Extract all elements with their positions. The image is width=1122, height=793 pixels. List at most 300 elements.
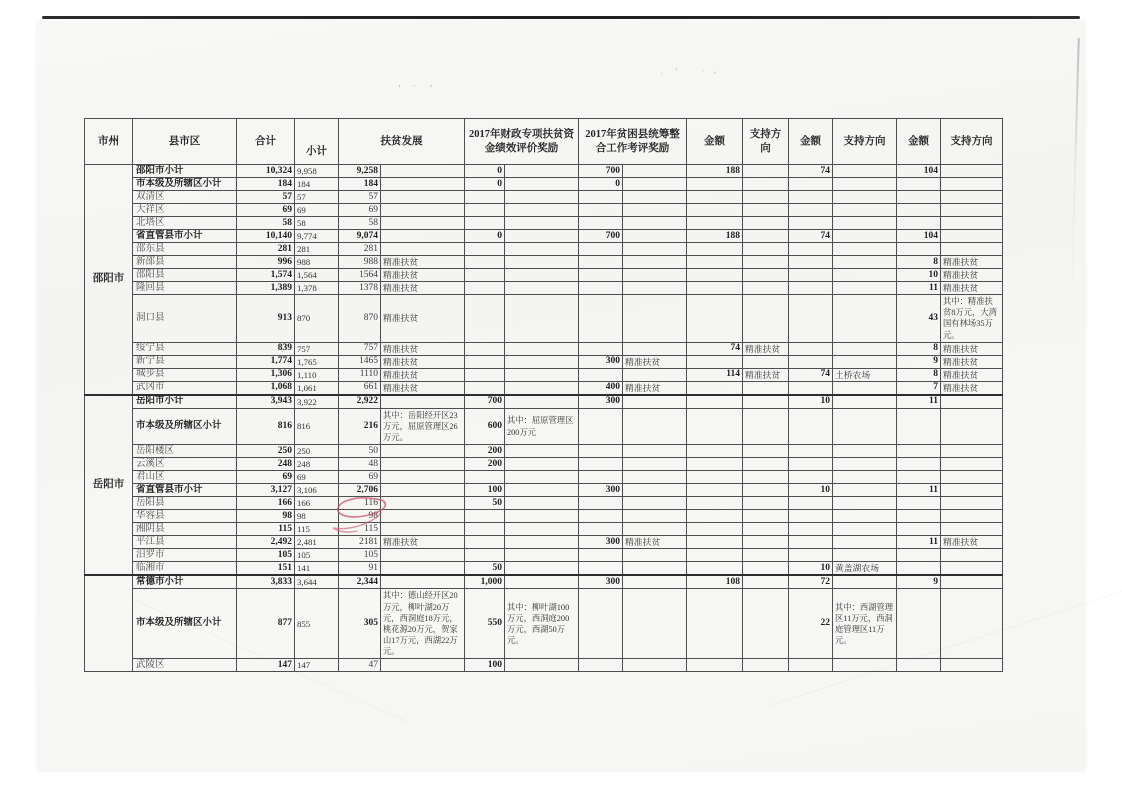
cell-cz-direction — [505, 178, 579, 191]
cell-total: 3,943 — [237, 395, 295, 409]
cell-fz-direction: 精准扶贫 — [381, 368, 465, 381]
county-cell: 邵阳市小计 — [133, 165, 237, 178]
cell-cz-direction — [505, 575, 579, 589]
cell-cz-amount: 600 — [465, 408, 505, 445]
cell-direction-3: 精准扶贫 — [941, 342, 1003, 355]
cell-fz-direction: 精准扶贫 — [381, 256, 465, 269]
cell-cz-direction — [505, 355, 579, 368]
cell-tc-direction: 精准扶贫 — [623, 355, 687, 368]
cell-total: 69 — [237, 204, 295, 217]
cell-subtotal: 870 — [295, 295, 339, 343]
cell-cz-amount: 0 — [465, 230, 505, 243]
table-row — [85, 659, 1003, 672]
cell-amount-3: 11 — [897, 395, 941, 409]
table-row — [85, 368, 1003, 381]
cell-fz-direction — [381, 204, 465, 217]
cell-amount-3 — [897, 589, 941, 659]
cell-fz-amount: 216 — [339, 408, 381, 445]
cell-amount-3 — [897, 445, 941, 458]
cell-amount-1 — [687, 659, 743, 672]
cell-amount-3 — [897, 510, 941, 523]
cell-amount-3 — [897, 178, 941, 191]
city-cell: 邵阳市 — [85, 165, 133, 395]
county-cell: 绥宁县 — [133, 342, 237, 355]
cell-amount-2 — [789, 178, 833, 191]
cell-fz-direction — [381, 191, 465, 204]
cell-amount-2 — [789, 243, 833, 256]
cell-total: 877 — [237, 589, 295, 659]
cell-cz-amount — [465, 381, 505, 395]
cell-tc-amount: 300 — [579, 536, 623, 549]
cell-tc-amount — [579, 204, 623, 217]
cell-amount-3: 104 — [897, 165, 941, 178]
cell-direction-3: 精准扶贫 — [941, 256, 1003, 269]
cell-direction-1 — [743, 381, 789, 395]
cell-subtotal: 1,110 — [295, 368, 339, 381]
cell-cz-amount — [465, 549, 505, 562]
cell-total: 281 — [237, 243, 295, 256]
county-cell: 市本级及所辖区小计 — [133, 178, 237, 191]
cell-amount-3 — [897, 204, 941, 217]
county-cell: 云溪区 — [133, 458, 237, 471]
cell-cz-direction: 其中：柳叶湖100万元，西洞庭200万元，西湖50万元。 — [505, 589, 579, 659]
cell-direction-1 — [743, 510, 789, 523]
cell-subtotal: 147 — [295, 659, 339, 672]
county-cell: 城步县 — [133, 368, 237, 381]
cell-tc-direction — [623, 295, 687, 343]
cell-subtotal: 141 — [295, 562, 339, 576]
cell-fz-amount: 2,344 — [339, 575, 381, 589]
cell-tc-amount — [579, 295, 623, 343]
cell-direction-3: 精准扶贫 — [941, 355, 1003, 368]
cell-direction-1 — [743, 256, 789, 269]
county-cell: 省直管县市小计 — [133, 484, 237, 497]
table-row — [85, 204, 1003, 217]
cell-amount-2 — [789, 445, 833, 458]
cell-direction-2 — [833, 381, 897, 395]
cell-direction-3: 精准扶贫 — [941, 381, 1003, 395]
cell-fz-amount: 1110 — [339, 368, 381, 381]
cell-amount-1 — [687, 471, 743, 484]
table-row — [85, 282, 1003, 295]
cell-total: 10,140 — [237, 230, 295, 243]
cell-direction-3 — [941, 562, 1003, 576]
cell-direction-1 — [743, 165, 789, 178]
county-cell: 市本级及所辖区小计 — [133, 408, 237, 445]
cell-tc-amount — [579, 549, 623, 562]
cell-direction-3: 精准扶贫 — [941, 368, 1003, 381]
cell-tc-direction — [623, 575, 687, 589]
cell-fz-amount: 1378 — [339, 282, 381, 295]
cell-fz-direction: 其中：岳阳经开区23万元，屈原管理区26万元。 — [381, 408, 465, 445]
cell-direction-1 — [743, 230, 789, 243]
cell-amount-3 — [897, 408, 941, 445]
col-header-total: 合计 — [237, 119, 295, 165]
cell-tc-amount — [579, 256, 623, 269]
cell-cz-amount — [465, 368, 505, 381]
table-row — [85, 243, 1003, 256]
cell-fz-direction — [381, 575, 465, 589]
county-cell: 邵东县 — [133, 243, 237, 256]
cell-amount-3: 8 — [897, 342, 941, 355]
table-row — [85, 191, 1003, 204]
cell-cz-direction — [505, 562, 579, 576]
cell-direction-3 — [941, 230, 1003, 243]
cell-amount-1 — [687, 381, 743, 395]
cell-direction-3 — [941, 165, 1003, 178]
table-row — [85, 408, 1003, 445]
col-header-tongchou-award: 2017年贫困县统筹整合工作考评奖励 — [579, 119, 687, 165]
cell-tc-amount — [579, 589, 623, 659]
table-row — [85, 256, 1003, 269]
cell-cz-direction: 其中：屈原管理区200万元 — [505, 408, 579, 445]
cell-cz-amount — [465, 471, 505, 484]
cell-direction-3: 精准扶贫 — [941, 269, 1003, 282]
cell-direction-1 — [743, 536, 789, 549]
cell-cz-amount — [465, 191, 505, 204]
cell-tc-amount — [579, 510, 623, 523]
cell-tc-direction — [623, 217, 687, 230]
cell-subtotal: 757 — [295, 342, 339, 355]
cell-amount-2 — [789, 659, 833, 672]
county-cell: 邵阳县 — [133, 269, 237, 282]
cell-fz-direction — [381, 445, 465, 458]
table-row — [85, 342, 1003, 355]
cell-total: 913 — [237, 295, 295, 343]
cell-amount-3 — [897, 217, 941, 230]
cell-cz-direction — [505, 295, 579, 343]
cell-fz-direction — [381, 458, 465, 471]
cell-cz-amount — [465, 256, 505, 269]
cell-tc-amount: 300 — [579, 355, 623, 368]
cell-cz-amount: 1,000 — [465, 575, 505, 589]
cell-amount-1 — [687, 549, 743, 562]
cell-tc-direction — [623, 510, 687, 523]
cell-subtotal: 1,378 — [295, 282, 339, 295]
cell-amount-3: 104 — [897, 230, 941, 243]
cell-tc-direction — [623, 204, 687, 217]
cell-amount-1 — [687, 445, 743, 458]
cell-fz-direction — [381, 395, 465, 409]
cell-total: 1,389 — [237, 282, 295, 295]
county-cell: 武冈市 — [133, 381, 237, 395]
col-header-amount-3: 金额 — [897, 119, 941, 165]
cell-total: 1,574 — [237, 269, 295, 282]
cell-direction-3 — [941, 497, 1003, 510]
cell-tc-direction — [623, 230, 687, 243]
cell-tc-direction — [623, 282, 687, 295]
cell-direction-3 — [941, 408, 1003, 445]
table-row — [85, 295, 1003, 343]
city-cell — [85, 575, 133, 672]
cell-fz-amount: 50 — [339, 445, 381, 458]
cell-amount-3 — [897, 471, 941, 484]
cell-tc-amount — [579, 191, 623, 204]
cell-cz-direction — [505, 381, 579, 395]
cell-subtotal: 816 — [295, 408, 339, 445]
cell-tc-direction — [623, 342, 687, 355]
cell-cz-direction — [505, 282, 579, 295]
table-row — [85, 269, 1003, 282]
cell-cz-direction — [505, 256, 579, 269]
cell-amount-2 — [789, 523, 833, 536]
cell-total: 105 — [237, 549, 295, 562]
cell-tc-direction — [623, 549, 687, 562]
cell-amount-1 — [687, 204, 743, 217]
cell-fz-amount: 9,258 — [339, 165, 381, 178]
cell-subtotal: 248 — [295, 458, 339, 471]
cell-cz-amount — [465, 510, 505, 523]
table-row — [85, 536, 1003, 549]
cell-amount-3: 10 — [897, 269, 941, 282]
cell-cz-amount: 100 — [465, 659, 505, 672]
col-header-subtotal: 小计 — [295, 119, 339, 165]
cell-amount-2 — [789, 408, 833, 445]
cell-amount-2: 10 — [789, 562, 833, 576]
county-cell: 武陵区 — [133, 659, 237, 672]
cell-direction-1 — [743, 549, 789, 562]
cell-direction-1 — [743, 445, 789, 458]
cell-fz-amount: 661 — [339, 381, 381, 395]
cell-amount-1 — [687, 243, 743, 256]
cell-direction-2 — [833, 204, 897, 217]
cell-amount-2 — [789, 355, 833, 368]
cell-direction-2 — [833, 395, 897, 409]
city-cell: 岳阳市 — [85, 395, 133, 576]
cell-cz-amount: 200 — [465, 458, 505, 471]
cell-direction-2 — [833, 484, 897, 497]
table-row — [85, 458, 1003, 471]
header-row — [85, 119, 1003, 165]
cell-direction-2 — [833, 217, 897, 230]
cell-total: 147 — [237, 659, 295, 672]
cell-cz-direction — [505, 204, 579, 217]
cell-tc-direction — [623, 178, 687, 191]
cell-direction-1 — [743, 355, 789, 368]
cell-direction-2 — [833, 191, 897, 204]
cell-tc-amount — [579, 659, 623, 672]
cell-cz-amount: 50 — [465, 562, 505, 576]
cell-amount-2 — [789, 282, 833, 295]
cell-cz-direction — [505, 523, 579, 536]
cell-fz-direction — [381, 484, 465, 497]
cell-direction-3 — [941, 204, 1003, 217]
cell-fz-direction — [381, 178, 465, 191]
cell-tc-direction — [623, 484, 687, 497]
cell-direction-3: 精准扶贫 — [941, 536, 1003, 549]
cell-amount-1 — [687, 589, 743, 659]
cell-fz-amount: 115 — [339, 523, 381, 536]
cell-tc-amount — [579, 243, 623, 256]
cell-total: 115 — [237, 523, 295, 536]
cell-direction-2: 土桥农场 — [833, 368, 897, 381]
table-row — [85, 217, 1003, 230]
table-body — [85, 165, 1003, 672]
cell-tc-direction — [623, 458, 687, 471]
cell-amount-1 — [687, 395, 743, 409]
cell-direction-1 — [743, 589, 789, 659]
county-cell: 新宁县 — [133, 355, 237, 368]
cell-amount-3: 8 — [897, 256, 941, 269]
cell-amount-1: 188 — [687, 165, 743, 178]
cell-total: 184 — [237, 178, 295, 191]
cell-amount-1: 114 — [687, 368, 743, 381]
cell-amount-3: 9 — [897, 355, 941, 368]
county-cell: 湘阴县 — [133, 523, 237, 536]
cell-amount-3 — [897, 497, 941, 510]
county-cell: 平江县 — [133, 536, 237, 549]
county-cell: 岳阳县 — [133, 497, 237, 510]
county-cell: 君山区 — [133, 471, 237, 484]
cell-fz-amount: 91 — [339, 562, 381, 576]
cell-direction-3 — [941, 243, 1003, 256]
cell-amount-3: 11 — [897, 282, 941, 295]
cell-amount-1 — [687, 355, 743, 368]
col-header-caizheng-award: 2017年财政专项扶贫资金绩效评价奖励 — [465, 119, 579, 165]
county-cell: 隆回县 — [133, 282, 237, 295]
county-cell: 岳阳市小计 — [133, 395, 237, 409]
cell-amount-2 — [789, 191, 833, 204]
cell-fz-amount: 281 — [339, 243, 381, 256]
cell-cz-amount: 0 — [465, 165, 505, 178]
cell-amount-2 — [789, 269, 833, 282]
cell-total: 57 — [237, 191, 295, 204]
cell-fz-direction — [381, 243, 465, 256]
cell-amount-3: 9 — [897, 575, 941, 589]
cell-tc-amount — [579, 497, 623, 510]
cell-amount-2 — [789, 536, 833, 549]
cell-cz-amount — [465, 523, 505, 536]
cell-cz-direction — [505, 549, 579, 562]
cell-total: 1,774 — [237, 355, 295, 368]
cell-tc-amount: 400 — [579, 381, 623, 395]
cell-cz-direction — [505, 395, 579, 409]
cell-tc-amount: 300 — [579, 395, 623, 409]
cell-amount-2 — [789, 295, 833, 343]
cell-tc-direction — [623, 368, 687, 381]
cell-amount-1 — [687, 282, 743, 295]
cell-cz-amount — [465, 204, 505, 217]
cell-fz-amount: 305 — [339, 589, 381, 659]
cell-amount-3: 43 — [897, 295, 941, 343]
cell-direction-3 — [941, 458, 1003, 471]
cell-direction-1 — [743, 217, 789, 230]
cell-direction-2 — [833, 282, 897, 295]
table-row — [85, 510, 1003, 523]
funds-table-container — [84, 118, 1003, 672]
cell-cz-amount: 200 — [465, 445, 505, 458]
cell-cz-direction — [505, 165, 579, 178]
cell-subtotal: 69 — [295, 471, 339, 484]
cell-amount-2 — [789, 381, 833, 395]
cell-fz-direction — [381, 549, 465, 562]
cell-subtotal: 3,922 — [295, 395, 339, 409]
cell-fz-direction — [381, 230, 465, 243]
cell-fz-direction — [381, 497, 465, 510]
cell-total: 69 — [237, 471, 295, 484]
cell-total: 816 — [237, 408, 295, 445]
cell-fz-direction — [381, 562, 465, 576]
cell-tc-amount: 300 — [579, 575, 623, 589]
cell-tc-amount — [579, 445, 623, 458]
cell-amount-2 — [789, 342, 833, 355]
cell-direction-2: 黄盖湖农场 — [833, 562, 897, 576]
cell-direction-3: 精准扶贫 — [941, 282, 1003, 295]
cell-amount-3: 7 — [897, 381, 941, 395]
cell-total: 3,127 — [237, 484, 295, 497]
cell-amount-2 — [789, 510, 833, 523]
cell-direction-2: 其中：西湖管理区11万元，西洞庭管理区11万元。 — [833, 589, 897, 659]
county-cell: 华容县 — [133, 510, 237, 523]
cell-fz-direction: 精准扶贫 — [381, 381, 465, 395]
cell-direction-3 — [941, 395, 1003, 409]
cell-subtotal: 105 — [295, 549, 339, 562]
table-row — [85, 395, 1003, 409]
table-row — [85, 178, 1003, 191]
table-row — [85, 230, 1003, 243]
cell-fz-amount: 184 — [339, 178, 381, 191]
cell-cz-amount — [465, 282, 505, 295]
stray-pen-mark: ，. ， — [398, 78, 445, 88]
cell-fz-amount: 98 — [339, 510, 381, 523]
cell-amount-1 — [687, 178, 743, 191]
cell-direction-3 — [941, 510, 1003, 523]
cell-cz-direction — [505, 230, 579, 243]
cell-amount-3 — [897, 549, 941, 562]
cell-direction-2 — [833, 269, 897, 282]
county-cell: 洞口县 — [133, 295, 237, 343]
cell-direction-2 — [833, 458, 897, 471]
cell-cz-amount: 50 — [465, 497, 505, 510]
cell-subtotal: 184 — [295, 178, 339, 191]
cell-tc-direction — [623, 269, 687, 282]
cell-tc-amount — [579, 217, 623, 230]
cell-amount-2 — [789, 217, 833, 230]
cell-fz-direction: 精准扶贫 — [381, 282, 465, 295]
cell-tc-direction — [623, 395, 687, 409]
col-header-direction-3: 支持方向 — [941, 119, 1003, 165]
cell-direction-1 — [743, 282, 789, 295]
cell-amount-1 — [687, 497, 743, 510]
cell-fz-direction: 精准扶贫 — [381, 536, 465, 549]
county-cell: 省直管县市小计 — [133, 230, 237, 243]
cell-tc-amount — [579, 368, 623, 381]
cell-total: 166 — [237, 497, 295, 510]
cell-fz-amount: 58 — [339, 217, 381, 230]
cell-cz-direction — [505, 497, 579, 510]
cell-amount-2 — [789, 497, 833, 510]
cell-direction-3 — [941, 217, 1003, 230]
cell-cz-direction — [505, 659, 579, 672]
cell-cz-direction — [505, 368, 579, 381]
cell-cz-direction — [505, 510, 579, 523]
table-row — [85, 355, 1003, 368]
cell-direction-1 — [743, 178, 789, 191]
cell-cz-direction — [505, 458, 579, 471]
table-row — [85, 523, 1003, 536]
cell-cz-amount — [465, 295, 505, 343]
cell-direction-1 — [743, 523, 789, 536]
cell-fz-amount: 2,922 — [339, 395, 381, 409]
cell-tc-direction — [623, 243, 687, 256]
cell-direction-1 — [743, 295, 789, 343]
cell-direction-1 — [743, 575, 789, 589]
cell-direction-1 — [743, 408, 789, 445]
cell-amount-3 — [897, 243, 941, 256]
cell-cz-amount — [465, 536, 505, 549]
cell-amount-3 — [897, 523, 941, 536]
cell-fz-amount: 1564 — [339, 269, 381, 282]
